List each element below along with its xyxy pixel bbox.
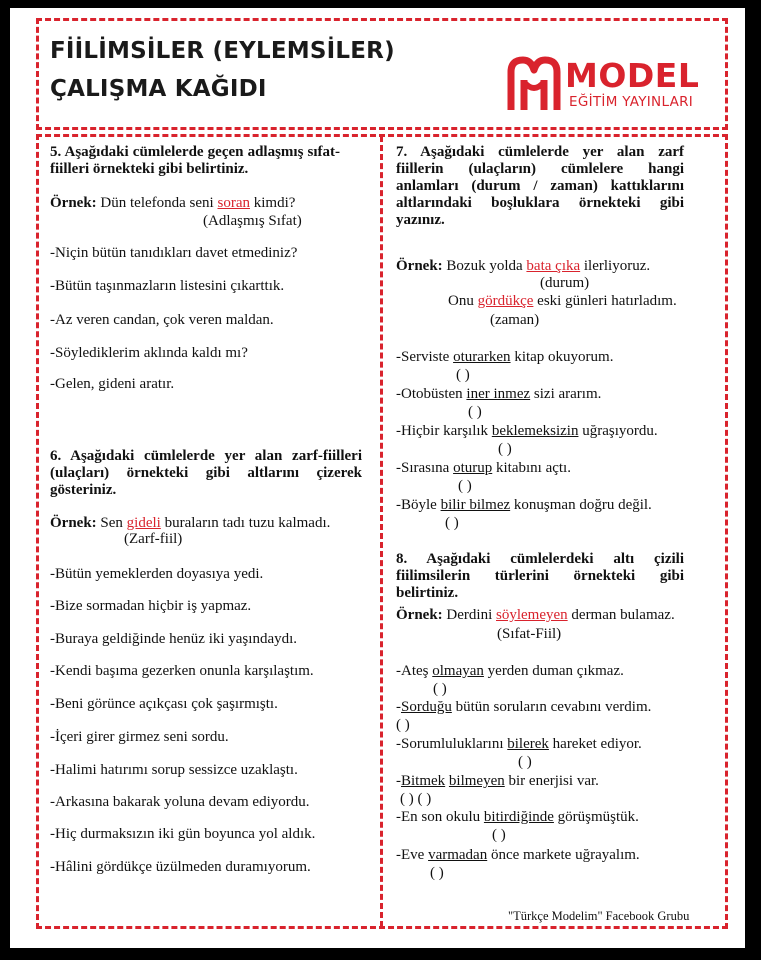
item-underlined-word: varmadan — [428, 847, 488, 863]
item-underlined-word: Bitmek — [401, 773, 446, 789]
item-text: -Serviste — [396, 349, 450, 365]
item-underlined-word: bilmeyen — [448, 773, 505, 789]
q5-item: -Az veren candan, çok veren maldan. — [50, 312, 274, 328]
example-word: soran — [217, 195, 250, 211]
example-label: Örnek: — [50, 195, 97, 211]
item-text-end: kitap okuyorum. — [514, 349, 614, 365]
q5-heading: 5. Aşağıdaki cümlelerde geçen adlaşmış sıfat-fiilleri örnekteki gibi belirtiniz. — [50, 144, 340, 177]
item-text: -Ateş — [396, 663, 429, 679]
q6-item: -Bize sormadan hiçbir iş yapmaz. — [50, 598, 252, 614]
item-text: -Eve — [396, 847, 425, 863]
q8-item — [396, 662, 624, 680]
answer-blank[interactable]: ( ) — [445, 515, 459, 531]
answer-blank[interactable]: ( ) ( ) — [400, 791, 432, 807]
q6-item: -Arkasına bakarak yoluna devam ediyordu. — [50, 794, 310, 810]
item-text-end: kitabını açtı. — [496, 460, 571, 476]
example-text-end: kimdi? — [253, 195, 296, 211]
answer-blank[interactable]: ( ) — [498, 441, 512, 457]
q7-heading: 7. Aşağıdaki cümlelerde yer alan zarf fiillerin (ulaçların) cümlelere hangi anlamları (durum / zaman) kattıklarını altlarındaki boşluklara örnekteki gibi yazınız. — [396, 144, 684, 228]
example-text-end: derman bulamaz. — [571, 607, 675, 623]
example-text: Dün telefonda seni — [100, 195, 214, 211]
q6-item: -Hiç durmaksızın iki gün boyunca yol aldık. — [50, 826, 316, 842]
item-underlined-word: iner inmez — [466, 386, 531, 402]
answer-blank[interactable]: ( ) — [492, 827, 506, 843]
q6-heading: 6. Aşağıdaki cümlelerde yer alan zarf-fiilleri (ulaçları) örnekteki gibi altlarını çizerek gösteriniz. — [50, 448, 362, 498]
item-text-end: uğraşıyordu. — [582, 423, 658, 439]
q5-example — [50, 194, 295, 212]
q5-example-answer: (Adlaşmış Sıfat) — [203, 213, 302, 229]
example-label: Örnek: — [50, 515, 97, 531]
q7-item — [396, 348, 613, 366]
example-text: Onu — [448, 293, 474, 309]
q7-item — [396, 496, 652, 514]
q5-item: -Gelen, gideni aratır. — [50, 376, 175, 392]
example-word: gördükçe — [477, 293, 534, 309]
item-text-end: sizi ararım. — [533, 386, 602, 402]
q6-item: -Kendi başıma gezerken onunla karşılaştım. — [50, 663, 314, 679]
column-divider — [380, 136, 383, 927]
item-underlined-word: Sorduğu — [401, 699, 452, 715]
q6-item: -İçeri girer girmez seni sordu. — [50, 729, 229, 745]
item-text: -En son okulu — [396, 809, 481, 825]
item-text: -Sorumluluklarını — [396, 736, 504, 752]
example-text-end: eski günleri hatırladım. — [537, 293, 677, 309]
item-text-end: hareket ediyor. — [552, 736, 642, 752]
example-word: bata çıka — [526, 258, 581, 274]
q7-example-2-answer: (zaman) — [490, 312, 540, 328]
item-text: - — [396, 699, 401, 715]
item-text: -Böyle — [396, 497, 437, 513]
item-text: - — [396, 773, 401, 789]
q8-heading: 8. Aşağıdaki cümlelerdeki altı çizili fiilimsilerin türlerini örnekteki gibi belirtiniz. — [396, 551, 684, 601]
q7-example-1-answer: (durum) — [540, 275, 590, 291]
model-logo — [505, 54, 715, 116]
example-text-end: ilerliyoruz. — [583, 258, 651, 274]
item-text-end: konuşman doğru değil. — [513, 497, 652, 513]
answer-blank[interactable]: ( ) — [396, 717, 410, 733]
q6-item: -Beni görünce açıkçası çok şaşırmıştı. — [50, 696, 278, 712]
item-underlined-word: olmayan — [432, 663, 484, 679]
title-line2: ÇALIŞMA KAĞIDI — [50, 76, 267, 102]
q6-example — [50, 514, 330, 532]
example-word: söylemeyen — [496, 607, 568, 623]
item-underlined-word: oturarken — [453, 349, 511, 365]
item-text-end: önce markete uğrayalım. — [490, 847, 640, 863]
example-word: gideli — [126, 515, 161, 531]
item-underlined-word: bilir bilmez — [440, 497, 511, 513]
q7-item — [396, 422, 658, 440]
item-underlined-word: bitirdiğinde — [483, 809, 554, 825]
q7-example-1 — [396, 257, 650, 275]
example-text: Bozuk yolda — [446, 258, 523, 274]
title-line1: FİİLİMSİLER (EYLEMSİLER) — [50, 38, 395, 64]
example-text: Sen — [100, 515, 123, 531]
q8-item — [396, 772, 599, 790]
item-text: -Otobüsten — [396, 386, 463, 402]
item-text: -Hiçbir karşılık — [396, 423, 489, 439]
q5-item: -Söylediklerim aklında kaldı mı? — [50, 345, 248, 361]
q6-example-answer: (Zarf-fiil) — [124, 531, 183, 547]
item-text-end: bir enerjisi var. — [508, 773, 599, 789]
answer-blank[interactable]: ( ) — [468, 404, 482, 420]
footer-credit: "Türkçe Modelim" Facebook Grubu — [508, 909, 690, 923]
example-label: Örnek: — [396, 258, 443, 274]
q6-item: -Bütün yemeklerden doyasıya yedi. — [50, 566, 264, 582]
logo-subtitle: EĞİTİM YAYINLARI — [569, 94, 694, 110]
item-underlined-word: beklemeksizin — [491, 423, 579, 439]
answer-blank[interactable]: ( ) — [518, 754, 532, 770]
q7-item — [396, 385, 601, 403]
q6-item: -Halimi hatırımı sorup sessizce uzaklaştı. — [50, 762, 298, 778]
q8-example — [396, 606, 675, 624]
q6-item: -Buraya geldiğinde henüz iki yaşındaydı. — [50, 631, 298, 647]
item-text: -Sırasına — [396, 460, 450, 476]
q6-item: -Hâlini gördükçe üzülmeden duramıyorum. — [50, 859, 311, 875]
item-text-end: bütün soruların cevabını verdim. — [455, 699, 652, 715]
example-text: Derdini — [446, 607, 493, 623]
q5-item: -Bütün taşınmazların listesini çıkarttık. — [50, 278, 285, 294]
q8-item — [396, 808, 639, 826]
q5-item: -Niçin bütün tanıdıkları davet etmediniz? — [50, 245, 298, 261]
answer-blank[interactable]: ( ) — [458, 478, 472, 494]
q8-item — [396, 735, 642, 753]
q7-item — [396, 459, 571, 477]
item-underlined-word: oturup — [453, 460, 493, 476]
q8-example-answer: (Sıfat-Fiil) — [497, 626, 562, 642]
example-label: Örnek: — [396, 607, 443, 623]
q8-item — [396, 846, 640, 864]
logo-wordmark: MODEL — [565, 56, 700, 95]
item-text-end: görüşmüştük. — [557, 809, 639, 825]
q8-item — [396, 698, 651, 716]
example-text-end: buraların tadı tuzu kalmadı. — [164, 515, 331, 531]
answer-blank[interactable]: ( ) — [430, 865, 444, 881]
item-text-end: yerden duman çıkmaz. — [487, 663, 624, 679]
model-logo-icon — [505, 54, 563, 114]
answer-blank[interactable]: ( ) — [456, 367, 470, 383]
answer-blank[interactable]: ( ) — [433, 681, 447, 697]
q7-example-2 — [448, 292, 677, 310]
item-underlined-word: bilerek — [507, 736, 549, 752]
